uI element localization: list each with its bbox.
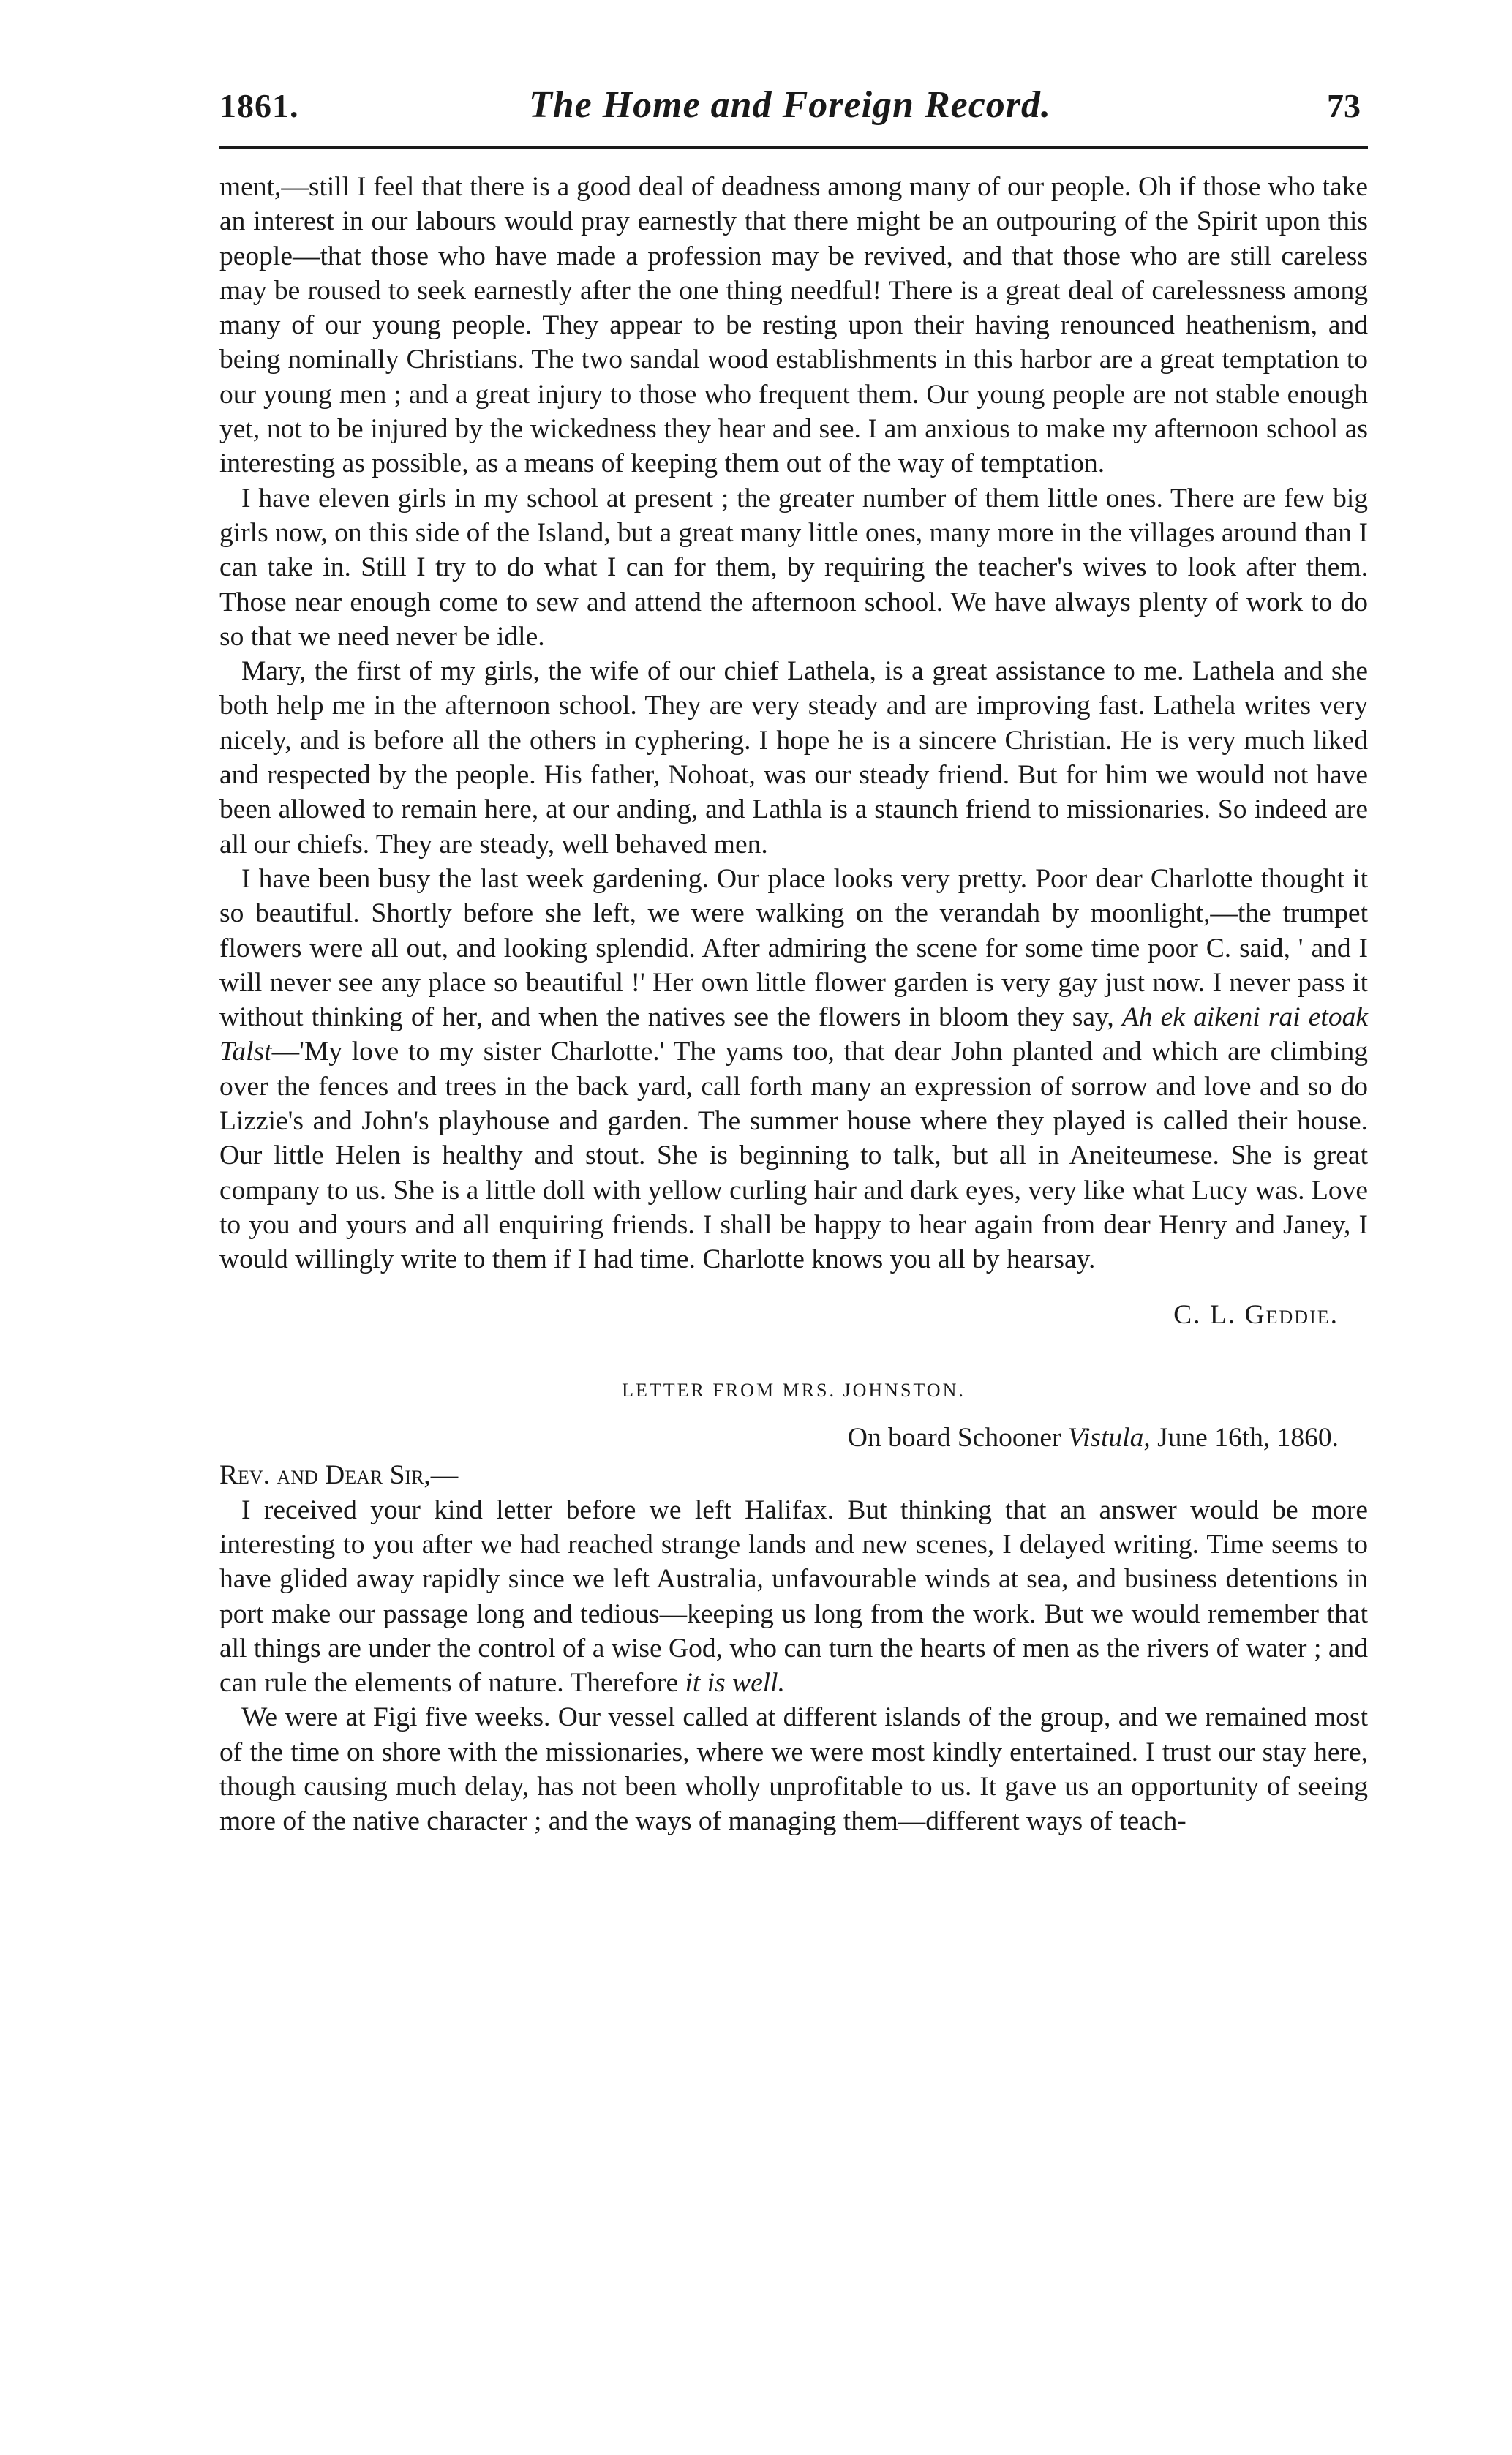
letter-heading: LETTER FROM MRS. JOHNSTON. xyxy=(622,1379,966,1401)
received-letter-text: I received your kind letter before we left Halifax. But thinking that an answer would be more interesting to you after we had reached strange lands and new scenes, I delayed writing. Time seems to have glided away rapidly since we left Australia, unfavourable winds at sea, and business detentions in port make our passage long and tedious—keeping us long from the work. But we would remember that all things are under the control of a wise God, who can turn the hearts of men as the rivers of water ; and can rule the elements of nature. Therefore xyxy=(219,1495,1368,1699)
gardening-text-a: I have been busy the last week gardening. Our place looks very pretty. Poor dear Charlotte thought it so beautiful. Shortly before she left, we were walking on the verandah by moonlight,—the trumpet flowers were all out, and looking splendid. After admiring the scene for some time poor C. said, ' and I will never see any place so beautiful !' Her own little flower garden is very gay just now. I never pass it without thinking of her, and when the natives see the flowers in bloom they say, xyxy=(219,863,1368,1033)
paragraph-continuation: ment,—still I feel that there is a good deal of deadness among many of our people. Oh if those who take an interest in our labours would pray earnestly that there might be an outpouring of the Spirit upon this people—that those who have made a profession may be revived, and that those who are still careless may be roused to seek earnestly after the one thing needful! There is a great deal of carelessness among many of our young people. They appear to be resting upon their having renounced heathenism, and being nominally Christians. The two sandal wood establishments in this harbor are a great temptation to our young men ; and a great injury to those who frequent them. Our young people are not stable enough yet, not to be injured by the wickedness they hear and see. I am anxious to make my afternoon school as interesting as possible, as a means of keeping them out of the way of temptation. xyxy=(219,172,1368,479)
paragraph-received-letter xyxy=(219,1493,1368,1701)
salutation: Rev. and Dear Sir,— xyxy=(219,1460,459,1491)
it-is-well: it is well. xyxy=(685,1668,785,1699)
page-number: 73 xyxy=(1327,87,1361,124)
article-body xyxy=(219,170,1368,1839)
dateline-date: , June 16th, 1860. xyxy=(1143,1423,1339,1454)
signature: C. L. Geddie. xyxy=(1173,1299,1339,1330)
paragraph-gardening xyxy=(219,862,1368,1277)
paragraph-lathela: Mary, the first of my girls, the wife of our chief Lathela, is a great assistance to me. Lathela and she both help me in the afternoon school. They are very steady and are improving fast. Lathela writes very nicely, and is before all the others in cyphering. I hope he is a sincere Christian. He is very much liked and respected by the people. His father, Nohoat, was our steady friend. But for him we would not have been allowed to remain here, at our anding, and Lathla is a staunch friend to missionaries. So indeed are all our chiefs. They are steady, well behaved men. xyxy=(219,656,1368,860)
vessel-name: Vistula xyxy=(1067,1423,1144,1454)
header-rule xyxy=(219,146,1368,149)
native-phrase: Ah ek aikeni rai etoak Talst xyxy=(219,1002,1368,1067)
header-year: 1861. xyxy=(219,87,299,124)
dateline-prefix: On board Schooner xyxy=(847,1423,1068,1454)
running-header xyxy=(219,86,1361,145)
journal-title: The Home and Foreign Record. xyxy=(528,84,1052,126)
paragraph-figi: We were at Figi five weeks. Our vessel called at different islands of the group, and we remained most of the time on shore with the missionaries, where we were most kindly entertained. I trust our stay here, though causing much delay, has not been wholly unprofitable to us. It gave us an opportunity of seeing more of the native character ; and the ways of managing them—different ways of teach- xyxy=(219,1702,1368,1837)
gardening-text-b: —'My love to my sister Charlotte.' The yams too, that dear John planted and which are climbing over the fences and trees in the back yard, call forth many an expression of sorrow and love and so do Lizzie's and John's playhouse and garden. The summer house where they played is called their house. Our little Helen is healthy and stout. She is beginning to talk, but all in Aneiteumese. She is great company to us. She is a little doll with yellow curling hair and dark eyes, very like what Lucy was. Love to you and yours and all enquiring friends. I shall be happy to hear again from dear Henry and Janey, I would willingly write to them if I had time. Charlotte knows you all by hearsay. xyxy=(219,1037,1368,1275)
dateline xyxy=(219,1421,1339,1455)
paragraph-school-girls: I have eleven girls in my school at present ; the greater number of them little ones. There are few big girls now, on this side of the Island, but a great many little ones, many more in the villages around than I can take in. Still I try to do what I can for them, by requiring the teacher's wives to look after them. Those near enough come to sew and attend the afternoon school. We have always plenty of work to do so that we need never be idle. xyxy=(219,483,1368,652)
